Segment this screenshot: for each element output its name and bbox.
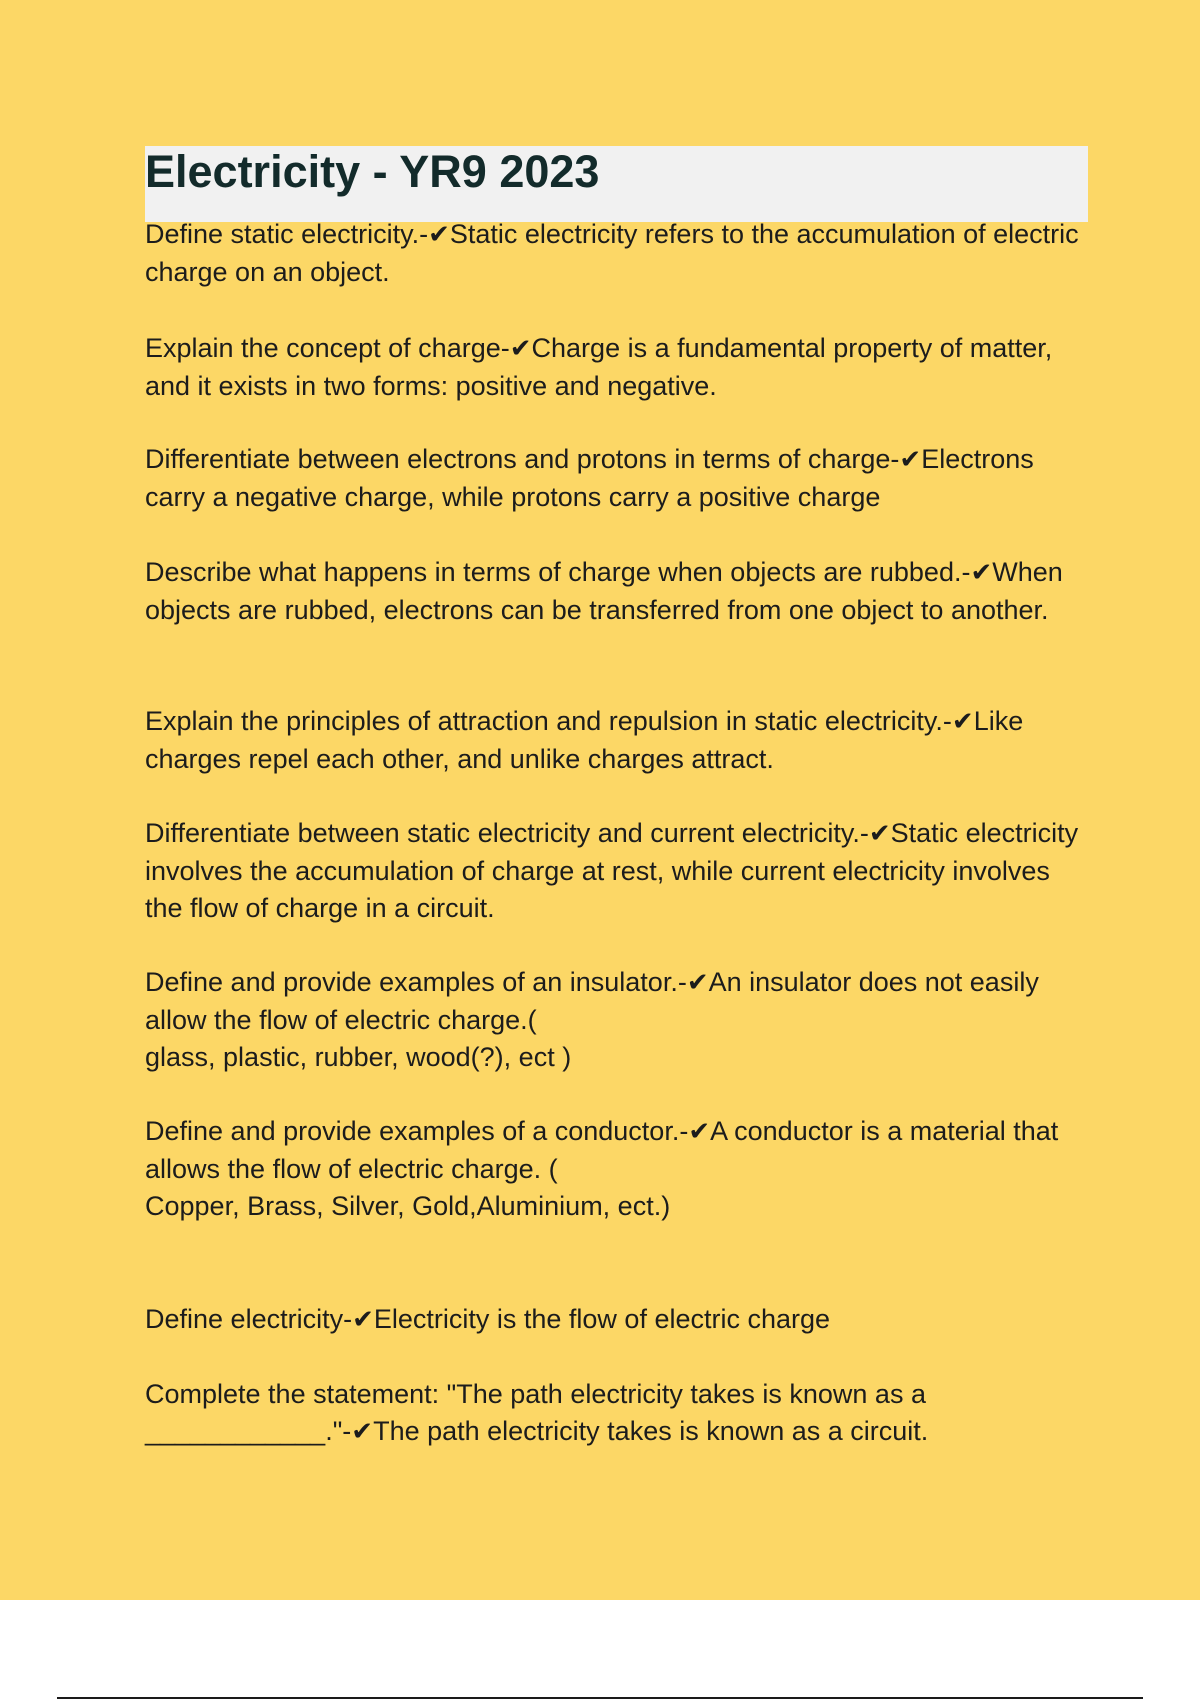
check-icon: ✔	[351, 1417, 374, 1447]
check-icon: ✔	[686, 968, 709, 998]
answer-text: Static electricity involves the accumulation of charge at rest, while current electricity involves the flow of charge in a circuit.	[145, 818, 1079, 923]
insulator-examples: glass, plastic, rubber, wood(?), ect )	[145, 1042, 572, 1072]
answer-text: Charge is a fundamental property of matter, and it exists in two forms: positive and negative.	[145, 333, 1053, 401]
check-icon: ✔	[428, 220, 450, 250]
check-icon: ✔	[688, 1117, 711, 1147]
qa-item-static-electricity	[145, 216, 1090, 291]
check-icon: ✔	[951, 707, 974, 737]
check-icon: ✔	[970, 558, 993, 588]
check-icon: ✔	[899, 445, 922, 475]
question-text: Differentiate between static electricity and current electricity.-	[145, 818, 869, 848]
answer-text: A conductor is a material that allows the flow of electric charge. (	[145, 1116, 1059, 1184]
question-text: Complete the statement: "The path electricity takes is known as a ____________."-	[145, 1379, 926, 1446]
answer-text: Like charges repel each other, and unlike charges attract.	[145, 706, 1024, 774]
answer-text: The path electricity takes is known as a circuit.	[373, 1416, 929, 1446]
answer-text: Electricity is the flow of electric charge	[373, 1304, 831, 1334]
qa-item-conductor	[145, 1113, 1090, 1225]
question-text: Explain the concept of charge-	[145, 333, 510, 363]
qa-item-electrons-protons	[145, 441, 1090, 516]
qa-item-insulator	[145, 964, 1090, 1076]
answer-text: Electrons carry a negative charge, while protons carry a positive charge	[145, 444, 1034, 512]
qa-item-circuit	[145, 1376, 1090, 1451]
qa-item-static-vs-current	[145, 815, 1090, 927]
qa-item-rubbed	[145, 554, 1090, 629]
page-title: Electricity - YR9 2023	[145, 146, 600, 197]
answer-text: When objects are rubbed, electrons can be transferred from one object to another.	[145, 557, 1063, 625]
footer-divider	[57, 1697, 1143, 1699]
answer-text: Static electricity refers to the accumulation of electric charge on an object.	[145, 219, 1079, 287]
answer-text: An insulator does not easily allow the flow of electric charge.(	[145, 967, 1039, 1035]
check-icon: ✔	[352, 1305, 374, 1335]
question-text: Define electricity-	[145, 1304, 353, 1334]
conductor-examples: Copper, Brass, Silver, Gold,Aluminium, ect.)	[145, 1191, 671, 1221]
check-icon: ✔	[509, 334, 532, 364]
question-text: Define and provide examples of an insulator.-	[145, 967, 687, 997]
question-text: Differentiate between electrons and protons in terms of charge-	[145, 444, 900, 474]
question-text: Define and provide examples of a conductor.-	[145, 1116, 689, 1146]
question-text: Explain the principles of attraction and repulsion in static electricity.-	[145, 706, 952, 736]
question-text: Define static electricity.-	[145, 219, 429, 249]
qa-item-attraction-repulsion	[145, 703, 1090, 778]
qa-item-charge	[145, 330, 1090, 405]
qa-item-electricity	[145, 1301, 1090, 1339]
question-text: Describe what happens in terms of charge when objects are rubbed.-	[145, 557, 971, 587]
check-icon: ✔	[868, 819, 891, 849]
